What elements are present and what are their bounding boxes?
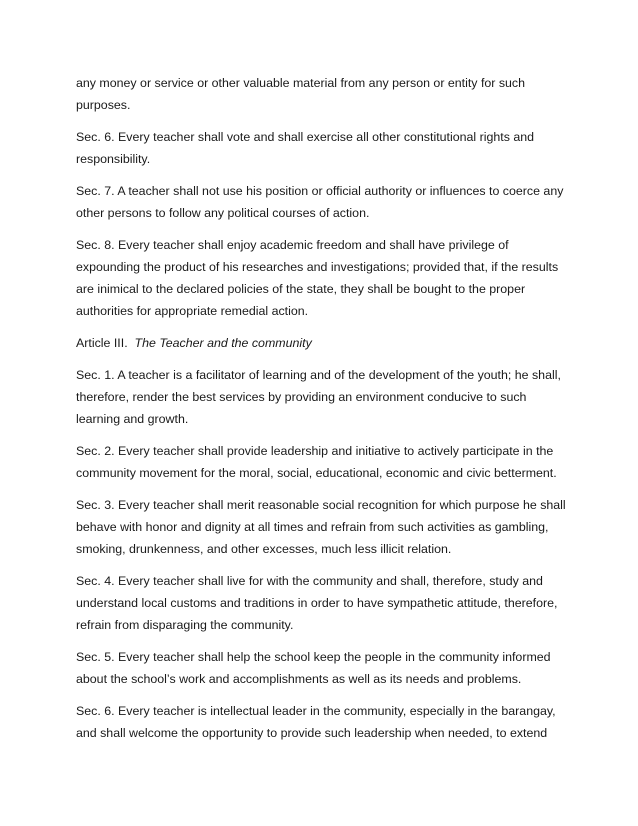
- paragraph-article3-sec4: Sec. 4. Every teacher shall live for with the community and shall, therefore, study and understand local customs and traditions in order to have sympathetic attitude, therefore, refrain from disparaging the community.: [76, 574, 558, 632]
- paragraph-article3-sec3: Sec. 3. Every teacher shall merit reasonable social recognition for which purpose he shall behave with honor and dignity at all times and refrain from such activities as gambling, smoking, drunkenness, and other excesses, much less illicit relation.: [76, 498, 566, 556]
- paragraph-article2-sec8: Sec. 8. Every teacher shall enjoy academic freedom and shall have privilege of expounding the product of his researches and investigations; provided that, if the results are inimical to the declared policies of the state, they shall be bought to the proper authorities for appropriate remedial action.: [76, 238, 559, 318]
- paragraph-article2-sec7: Sec. 7. A teacher shall not use his position or official authority or influences to coerce any other persons to follow any political courses of action.: [76, 184, 564, 220]
- article-heading: [76, 332, 568, 354]
- paragraph-continuation: any money or service or other valuable material from any person or entity for such purposes.: [76, 76, 526, 112]
- paragraph-article3-sec1: Sec. 1. A teacher is a facilitator of learning and of the development of the youth; he shall, therefore, render the best services by providing an environment conducive to such learning and growth.: [76, 368, 561, 426]
- article-title: The Teacher and the community: [134, 336, 312, 350]
- paragraph-article3-sec5: Sec. 5. Every teacher shall help the school keep the people in the community informed about the school’s work and accomplishments as well as its needs and problems.: [76, 650, 551, 686]
- paragraph-article3-sec2: Sec. 2. Every teacher shall provide leadership and initiative to actively participate in the community movement for the moral, social, educational, economic and civic betterment.: [76, 444, 557, 480]
- article-label: Article III.: [76, 336, 128, 350]
- paragraph-article3-sec6: Sec. 6. Every teacher is intellectual leader in the community, especially in the barangay, and shall welcome the opportunity to provide such leadership when needed, to extend: [76, 704, 556, 740]
- paragraph-article2-sec6: Sec. 6. Every teacher shall vote and shall exercise all other constitutional rights and responsibility.: [76, 130, 535, 166]
- document-body: [76, 72, 568, 754]
